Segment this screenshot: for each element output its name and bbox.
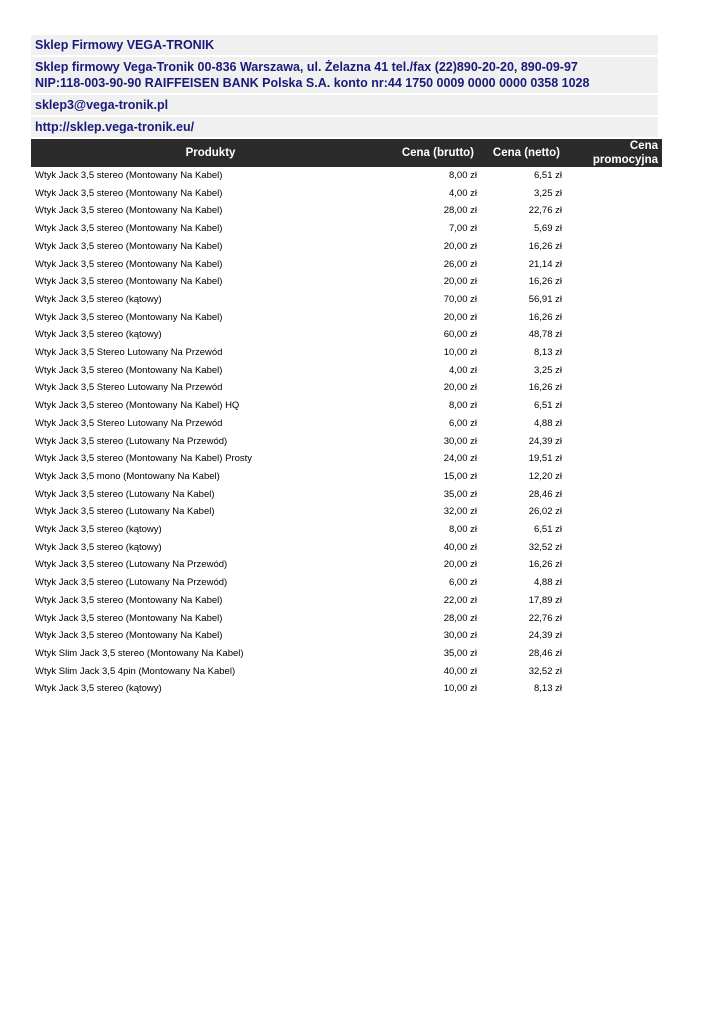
table-row bbox=[31, 415, 662, 433]
product-name-cell: Wtyk Jack 3,5 stereo (kątowy) bbox=[35, 329, 162, 341]
table-row bbox=[31, 610, 662, 628]
promo-price-cell bbox=[564, 663, 662, 681]
product-name-cell: Wtyk Jack 3,5 stereo (Lutowany Na Przewód) bbox=[35, 435, 228, 447]
gross-price-cell: 8,00 zł bbox=[449, 170, 477, 181]
table-row bbox=[31, 539, 662, 557]
gross-price-cell: 28,00 zł bbox=[443, 612, 477, 624]
gross-price-cell: 22,00 zł bbox=[443, 594, 477, 606]
promo-price-cell bbox=[564, 468, 662, 486]
product-name-cell: Wtyk Jack 3,5 stereo (Lutowany Na Kabel) bbox=[35, 506, 215, 518]
table-row bbox=[31, 344, 662, 362]
net-price-cell: 21,14 zł bbox=[528, 258, 562, 270]
net-price-cell: 22,76 zł bbox=[528, 205, 562, 217]
net-price-cell: 24,39 zł bbox=[528, 630, 562, 642]
table-row bbox=[31, 291, 662, 309]
product-name-cell: Wtyk Jack 3,5 Stereo Lutowany Na Przewód bbox=[35, 382, 223, 394]
net-price-cell: 6,51 zł bbox=[534, 400, 562, 412]
table-row bbox=[31, 326, 662, 344]
gross-price-cell: 70,00 zł bbox=[443, 293, 477, 305]
product-name-cell: Wtyk Jack 3,5 Stereo Lutowany Na Przewód bbox=[35, 347, 223, 359]
table-row bbox=[31, 468, 662, 486]
net-price-cell: 8,13 zł bbox=[534, 683, 562, 695]
gross-price-cell: 28,00 zł bbox=[443, 205, 477, 217]
product-name-cell: Wtyk Jack 3,5 stereo (Montowany Na Kabel) bbox=[35, 612, 223, 624]
promo-price-cell bbox=[564, 574, 662, 592]
gross-price-cell: 6,00 zł bbox=[449, 417, 477, 429]
table-row bbox=[31, 397, 662, 415]
promo-price-cell bbox=[564, 273, 662, 291]
gross-price-cell: 32,00 zł bbox=[443, 506, 477, 518]
net-price-cell: 16,26 zł bbox=[528, 240, 562, 252]
net-price-cell: 16,26 zł bbox=[528, 311, 562, 323]
address-line-1: Sklep firmowy Vega-Tronik 00-836 Warszawa, ul. Żelazna 41 tel./fax (22)890-20-20, 890-09-97 bbox=[35, 60, 578, 74]
shop-address-block bbox=[31, 57, 658, 93]
net-price-cell: 4,88 zł bbox=[534, 417, 562, 429]
net-price-cell: 6,51 zł bbox=[534, 524, 562, 536]
gross-price-cell: 30,00 zł bbox=[443, 435, 477, 447]
gross-price-cell: 60,00 zł bbox=[443, 329, 477, 341]
shop-url: http://sklep.vega-tronik.eu/ bbox=[31, 117, 658, 137]
promo-price-cell bbox=[564, 291, 662, 309]
product-name-cell: Wtyk Jack 3,5 stereo (Montowany Na Kabel) bbox=[35, 630, 223, 642]
promo-price-cell bbox=[564, 521, 662, 539]
product-name-cell: Wtyk Jack 3,5 Stereo Lutowany Na Przewód bbox=[35, 417, 223, 429]
gross-price-cell: 20,00 zł bbox=[443, 382, 477, 394]
table-row bbox=[31, 433, 662, 451]
gross-price-cell: 24,00 zł bbox=[443, 453, 477, 465]
product-name-cell: Wtyk Jack 3,5 stereo (Montowany Na Kabel) bbox=[35, 170, 223, 181]
gross-price-cell: 20,00 zł bbox=[443, 276, 477, 288]
table-row bbox=[31, 486, 662, 504]
table-row bbox=[31, 273, 662, 291]
gross-price-cell: 40,00 zł bbox=[443, 665, 477, 677]
table-row bbox=[31, 450, 662, 468]
net-price-cell: 24,39 zł bbox=[528, 435, 562, 447]
net-price-cell: 6,51 zł bbox=[534, 170, 562, 181]
promo-price-cell bbox=[564, 167, 662, 185]
product-name-cell: Wtyk Jack 3,5 stereo (kątowy) bbox=[35, 293, 162, 305]
net-price-cell: 3,25 zł bbox=[534, 364, 562, 376]
product-name-cell: Wtyk Jack 3,5 stereo (Montowany Na Kabel) bbox=[35, 205, 223, 217]
net-price-cell: 28,46 zł bbox=[528, 647, 562, 659]
promo-price-cell bbox=[564, 627, 662, 645]
promo-price-cell bbox=[564, 256, 662, 274]
product-name-cell: Wtyk Jack 3,5 stereo (Lutowany Na Przewód) bbox=[35, 577, 228, 589]
product-name-cell: Wtyk Jack 3,5 stereo (kątowy) bbox=[35, 683, 162, 695]
gross-price-cell: 6,00 zł bbox=[449, 577, 477, 589]
net-price-cell: 56,91 zł bbox=[528, 293, 562, 305]
promo-price-cell bbox=[564, 486, 662, 504]
net-price-cell: 12,20 zł bbox=[528, 470, 562, 482]
gross-price-cell: 20,00 zł bbox=[443, 559, 477, 571]
net-price-cell: 16,26 zł bbox=[528, 276, 562, 288]
gross-price-cell: 35,00 zł bbox=[443, 488, 477, 500]
promo-price-cell bbox=[564, 645, 662, 663]
net-price-cell: 3,25 zł bbox=[534, 187, 562, 199]
product-name-cell: Wtyk Slim Jack 3,5 4pin (Montowany Na Kabel) bbox=[35, 665, 236, 677]
promo-price-cell bbox=[564, 202, 662, 220]
net-price-cell: 4,88 zł bbox=[534, 577, 562, 589]
promo-price-cell bbox=[564, 539, 662, 557]
net-price-cell: 19,51 zł bbox=[528, 453, 562, 465]
table-row bbox=[31, 574, 662, 592]
product-name-cell: Wtyk Jack 3,5 stereo (Montowany Na Kabel) bbox=[35, 594, 223, 606]
promo-price-cell bbox=[564, 433, 662, 451]
table-row bbox=[31, 167, 662, 185]
promo-price-cell bbox=[564, 503, 662, 521]
net-price-cell: 5,69 zł bbox=[534, 223, 562, 235]
table-row bbox=[31, 238, 662, 256]
table-row bbox=[31, 202, 662, 220]
column-header-promo-price: Cena promocyjna bbox=[564, 139, 662, 167]
gross-price-cell: 40,00 zł bbox=[443, 541, 477, 553]
net-price-cell: 32,52 zł bbox=[528, 541, 562, 553]
gross-price-cell: 20,00 zł bbox=[443, 240, 477, 252]
product-name-cell: Wtyk Jack 3,5 stereo (Montowany Na Kabel) HQ bbox=[35, 400, 240, 412]
promo-price-cell bbox=[564, 326, 662, 344]
shop-email: sklep3@vega-tronik.pl bbox=[31, 95, 658, 115]
gross-price-cell: 10,00 zł bbox=[443, 683, 477, 695]
gross-price-cell: 7,00 zł bbox=[449, 223, 477, 235]
gross-price-cell: 30,00 zł bbox=[443, 630, 477, 642]
promo-price-cell bbox=[564, 610, 662, 628]
table-row bbox=[31, 556, 662, 574]
gross-price-cell: 15,00 zł bbox=[443, 470, 477, 482]
promo-price-cell bbox=[564, 220, 662, 238]
gross-price-cell: 4,00 zł bbox=[449, 364, 477, 376]
product-name-cell: Wtyk Jack 3,5 stereo (Montowany Na Kabel) bbox=[35, 311, 223, 323]
table-row bbox=[31, 521, 662, 539]
product-name-cell: Wtyk Jack 3,5 mono (Montowany Na Kabel) bbox=[35, 470, 220, 482]
column-header-net-price: Cena (netto) bbox=[478, 139, 564, 167]
promo-price-cell bbox=[564, 344, 662, 362]
product-name-cell: Wtyk Jack 3,5 stereo (Montowany Na Kabel) bbox=[35, 364, 223, 376]
promo-price-cell bbox=[564, 415, 662, 433]
table-row bbox=[31, 680, 662, 698]
promo-price-cell bbox=[564, 362, 662, 380]
price-table bbox=[31, 139, 662, 698]
promo-price-cell bbox=[564, 556, 662, 574]
table-row bbox=[31, 362, 662, 380]
product-name-cell: Wtyk Jack 3,5 stereo (kątowy) bbox=[35, 541, 162, 553]
gross-price-cell: 26,00 zł bbox=[443, 258, 477, 270]
net-price-cell: 16,26 zł bbox=[528, 382, 562, 394]
table-row bbox=[31, 663, 662, 681]
product-name-cell: Wtyk Jack 3,5 stereo (Lutowany Na Kabel) bbox=[35, 488, 215, 500]
table-row bbox=[31, 645, 662, 663]
product-name-cell: Wtyk Slim Jack 3,5 stereo (Montowany Na Kabel) bbox=[35, 647, 244, 659]
product-name-cell: Wtyk Jack 3,5 stereo (kątowy) bbox=[35, 524, 162, 536]
promo-price-cell bbox=[564, 397, 662, 415]
column-header-products: Produkty bbox=[31, 139, 390, 167]
promo-price-cell bbox=[564, 450, 662, 468]
net-price-cell: 16,26 zł bbox=[528, 559, 562, 571]
product-name-cell: Wtyk Jack 3,5 stereo (Montowany Na Kabel) bbox=[35, 276, 223, 288]
table-row bbox=[31, 220, 662, 238]
promo-price-cell bbox=[564, 592, 662, 610]
column-header-gross-price: Cena (brutto) bbox=[390, 139, 478, 167]
table-body bbox=[31, 167, 662, 698]
promo-price-cell bbox=[564, 680, 662, 698]
table-row bbox=[31, 503, 662, 521]
net-price-cell: 28,46 zł bbox=[528, 488, 562, 500]
net-price-cell: 48,78 zł bbox=[528, 329, 562, 341]
shop-name: Sklep Firmowy VEGA-TRONIK bbox=[31, 35, 658, 55]
table-row bbox=[31, 592, 662, 610]
net-price-cell: 32,52 zł bbox=[528, 665, 562, 677]
product-name-cell: Wtyk Jack 3,5 stereo (Montowany Na Kabel) bbox=[35, 240, 223, 252]
net-price-cell: 8,13 zł bbox=[534, 347, 562, 359]
table-row bbox=[31, 627, 662, 645]
promo-price-cell bbox=[564, 185, 662, 203]
table-row bbox=[31, 309, 662, 327]
promo-price-cell bbox=[564, 238, 662, 256]
table-row bbox=[31, 256, 662, 274]
gross-price-cell: 4,00 zł bbox=[449, 187, 477, 199]
promo-price-cell bbox=[564, 309, 662, 327]
price-list-page bbox=[31, 35, 658, 698]
table-row bbox=[31, 185, 662, 203]
gross-price-cell: 35,00 zł bbox=[443, 647, 477, 659]
gross-price-cell: 20,00 zł bbox=[443, 311, 477, 323]
gross-price-cell: 10,00 zł bbox=[443, 347, 477, 359]
table-header-row bbox=[31, 139, 662, 167]
table-row bbox=[31, 379, 662, 397]
address-line-2: NIP:118-003-90-90 RAIFFEISEN BANK Polska S.A. konto nr:44 1750 0009 0000 0000 0358 1028 bbox=[35, 76, 590, 90]
product-name-cell: Wtyk Jack 3,5 stereo (Lutowany Na Przewód) bbox=[35, 559, 228, 571]
gross-price-cell: 8,00 zł bbox=[449, 400, 477, 412]
product-name-cell: Wtyk Jack 3,5 stereo (Montowany Na Kabel) Prosty bbox=[35, 453, 252, 465]
net-price-cell: 26,02 zł bbox=[528, 506, 562, 518]
net-price-cell: 17,89 zł bbox=[528, 594, 562, 606]
gross-price-cell: 8,00 zł bbox=[449, 524, 477, 536]
promo-price-cell bbox=[564, 379, 662, 397]
product-name-cell: Wtyk Jack 3,5 stereo (Montowany Na Kabel) bbox=[35, 187, 223, 199]
product-name-cell: Wtyk Jack 3,5 stereo (Montowany Na Kabel) bbox=[35, 223, 223, 235]
net-price-cell: 22,76 zł bbox=[528, 612, 562, 624]
product-name-cell: Wtyk Jack 3,5 stereo (Montowany Na Kabel) bbox=[35, 258, 223, 270]
